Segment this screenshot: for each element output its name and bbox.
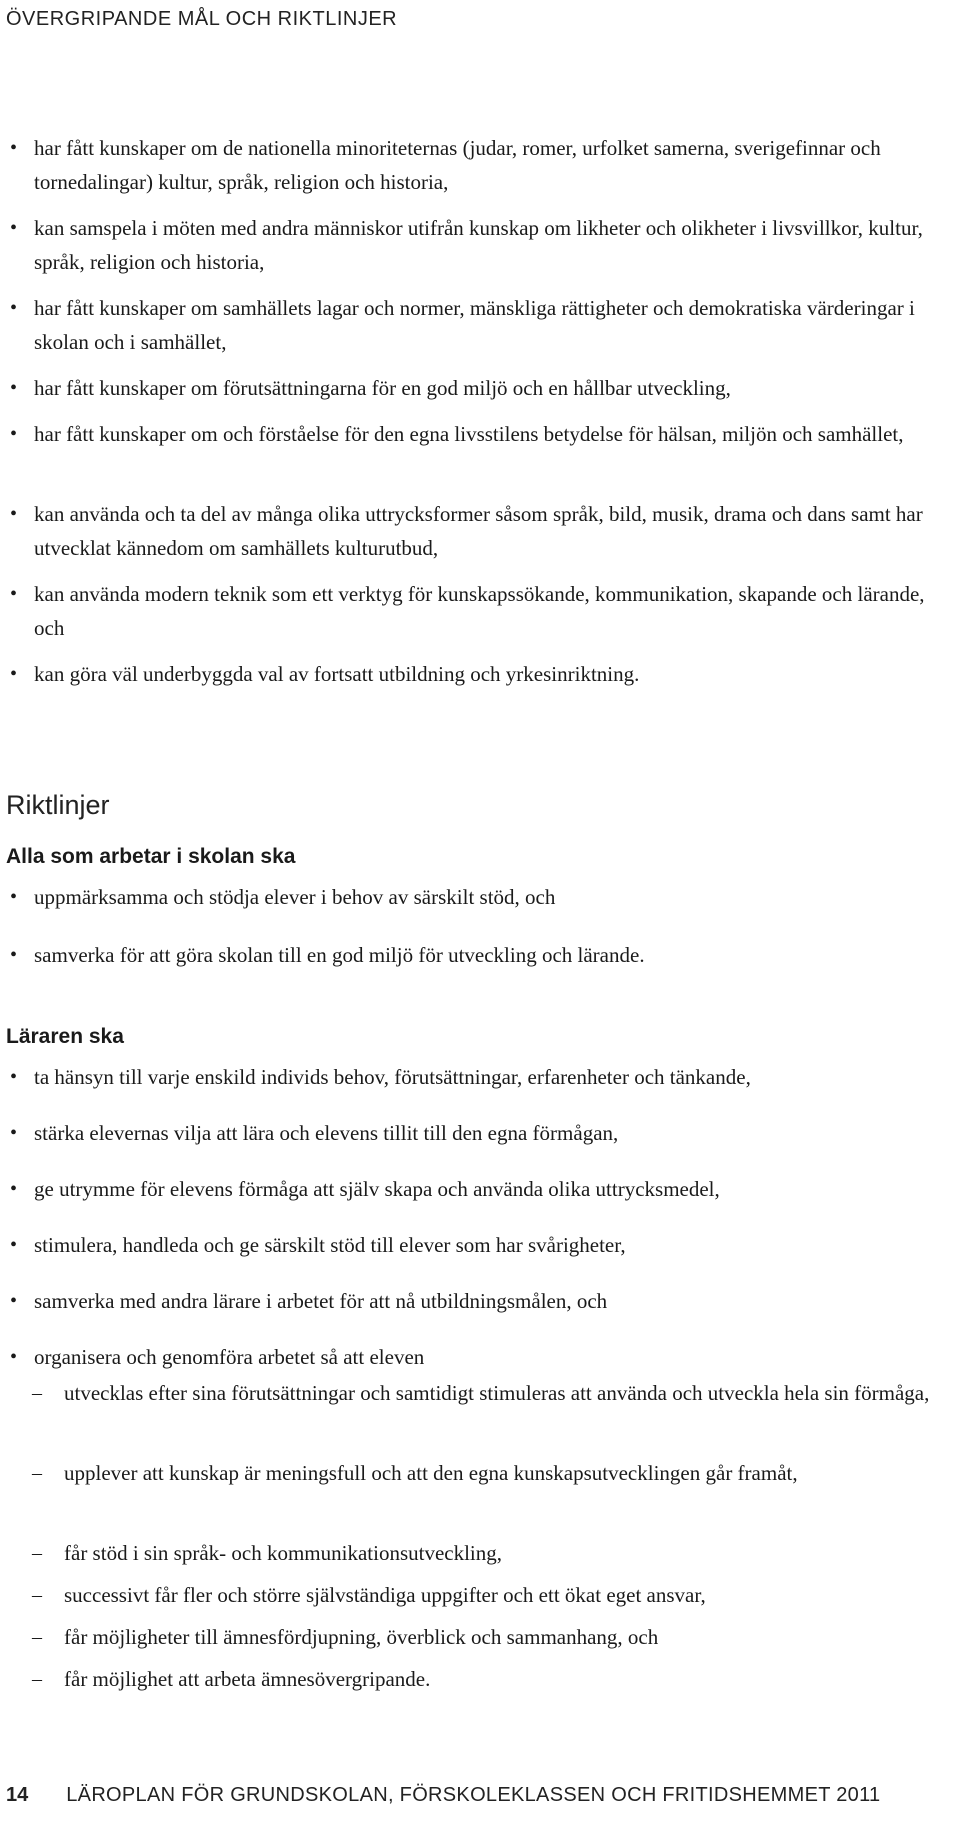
teacher-list: [6, 1060, 956, 1374]
list-item: • kan göra väl underbyggda val av fortsatt utbildning och yrkesinriktning.: [6, 657, 956, 691]
riktlinjer-heading: Riktlinjer: [6, 790, 110, 820]
bullet-icon: •: [10, 377, 18, 399]
list-item: • samverka för att göra skolan till en god miljö för utveckling och lärande.: [6, 938, 956, 972]
list-item: • kan använda och ta del av många olika uttrycksformer såsom språk, bild, musik, drama och dans samt har utvecklat kännedom om samhällets kulturutbud,: [6, 497, 956, 565]
list-item: • uppmärksamma och stödja elever i behov av särskilt stöd, och: [6, 880, 956, 914]
list-item: • stärka elevernas vilja att lära och elevens tillit till den egna förmågan,: [6, 1116, 956, 1150]
bullet-icon: •: [10, 297, 18, 319]
bullet-icon: •: [10, 1234, 18, 1256]
sub-list-item: – får möjligheter till ämnesfördjupning, överblick och sammanhang, och: [6, 1620, 956, 1654]
list-item: • kan använda modern teknik som ett verktyg för kunskapssökande, kommunikation, skapande och lärande, och: [6, 577, 956, 645]
dash-icon: –: [32, 1668, 42, 1690]
list-item: • stimulera, handleda och ge särskilt stöd till elever som har svårigheter,: [6, 1228, 956, 1262]
all-staff-list: [6, 880, 956, 972]
bullet-icon: •: [10, 1290, 18, 1312]
bullet-icon: •: [10, 217, 18, 239]
dash-icon: –: [32, 1542, 42, 1564]
bullet-icon: •: [10, 137, 18, 159]
list-item: • ge utrymme för elevens förmåga att själv skapa och använda olika uttrycksmedel,: [6, 1172, 956, 1206]
page-footer: [6, 1784, 880, 1807]
bullet-icon: •: [10, 886, 18, 908]
all-staff-heading: Alla som arbetar i skolan ska: [6, 845, 296, 868]
dash-icon: –: [32, 1626, 42, 1648]
section-header: ÖVERGRIPANDE MÅL OCH RIKTLINJER: [6, 8, 398, 30]
list-item: • har fått kunskaper om och förståelse för den egna livsstilens betydelse för hälsan, miljön och samhället,: [6, 417, 956, 485]
goals-list: [6, 131, 956, 691]
dash-icon: –: [32, 1382, 42, 1404]
page-number: 14: [6, 1784, 29, 1806]
list-item: • kan samspela i möten med andra människor utifrån kunskap om likheter och olikheter i livsvillkor, kultur, språk, religion och historia,: [6, 211, 956, 279]
bullet-icon: •: [10, 503, 18, 525]
bullet-icon: •: [10, 423, 18, 445]
list-item: • har fått kunskaper om samhällets lagar och normer, mänskliga rättigheter och demokratiska värderingar i skolan och i samhället,: [6, 291, 956, 359]
sub-list-item: – utvecklas efter sina förutsättningar och samtidigt stimuleras att använda och utveckla hela sin förmåga,: [6, 1376, 956, 1444]
bullet-icon: •: [10, 1122, 18, 1144]
list-item: • ta hänsyn till varje enskild individs behov, förutsättningar, erfarenheter och tänkande,: [6, 1060, 956, 1094]
teacher-sub-list: [6, 1376, 956, 1696]
list-item: • har fått kunskaper om förutsättningarna för en god miljö och en hållbar utveckling,: [6, 371, 956, 405]
teacher-heading: Läraren ska: [6, 1025, 124, 1048]
list-item: • har fått kunskaper om de nationella minoriteternas (judar, romer, urfolket samerna, sverigefinnar och tornedalingar) kultur, språk, religion och historia,: [6, 131, 956, 199]
list-item: • samverka med andra lärare i arbetet för att nå utbildningsmålen, och: [6, 1284, 956, 1318]
document-title: LÄROPLAN FÖR GRUNDSKOLAN, FÖRSKOLEKLASSEN OCH FRITIDSHEMMET 2011: [66, 1784, 881, 1806]
sub-list-item: – successivt får fler och större självständiga uppgifter och ett ökat eget ansvar,: [6, 1578, 956, 1612]
bullet-icon: •: [10, 1178, 18, 1200]
list-item: • organisera och genomföra arbetet så att eleven: [6, 1340, 956, 1374]
bullet-icon: •: [10, 944, 18, 966]
sub-list-item: – får möjlighet att arbeta ämnesövergripande.: [6, 1662, 956, 1696]
sub-list-item: – får stöd i sin språk- och kommunikationsutveckling,: [6, 1536, 956, 1570]
bullet-icon: •: [10, 583, 18, 605]
dash-icon: –: [32, 1462, 42, 1484]
bullet-icon: •: [10, 663, 18, 685]
bullet-icon: •: [10, 1346, 18, 1368]
sub-list-item: – upplever att kunskap är meningsfull och att den egna kunskapsutvecklingen går framåt,: [6, 1456, 956, 1524]
dash-icon: –: [32, 1584, 42, 1606]
bullet-icon: •: [10, 1066, 18, 1088]
